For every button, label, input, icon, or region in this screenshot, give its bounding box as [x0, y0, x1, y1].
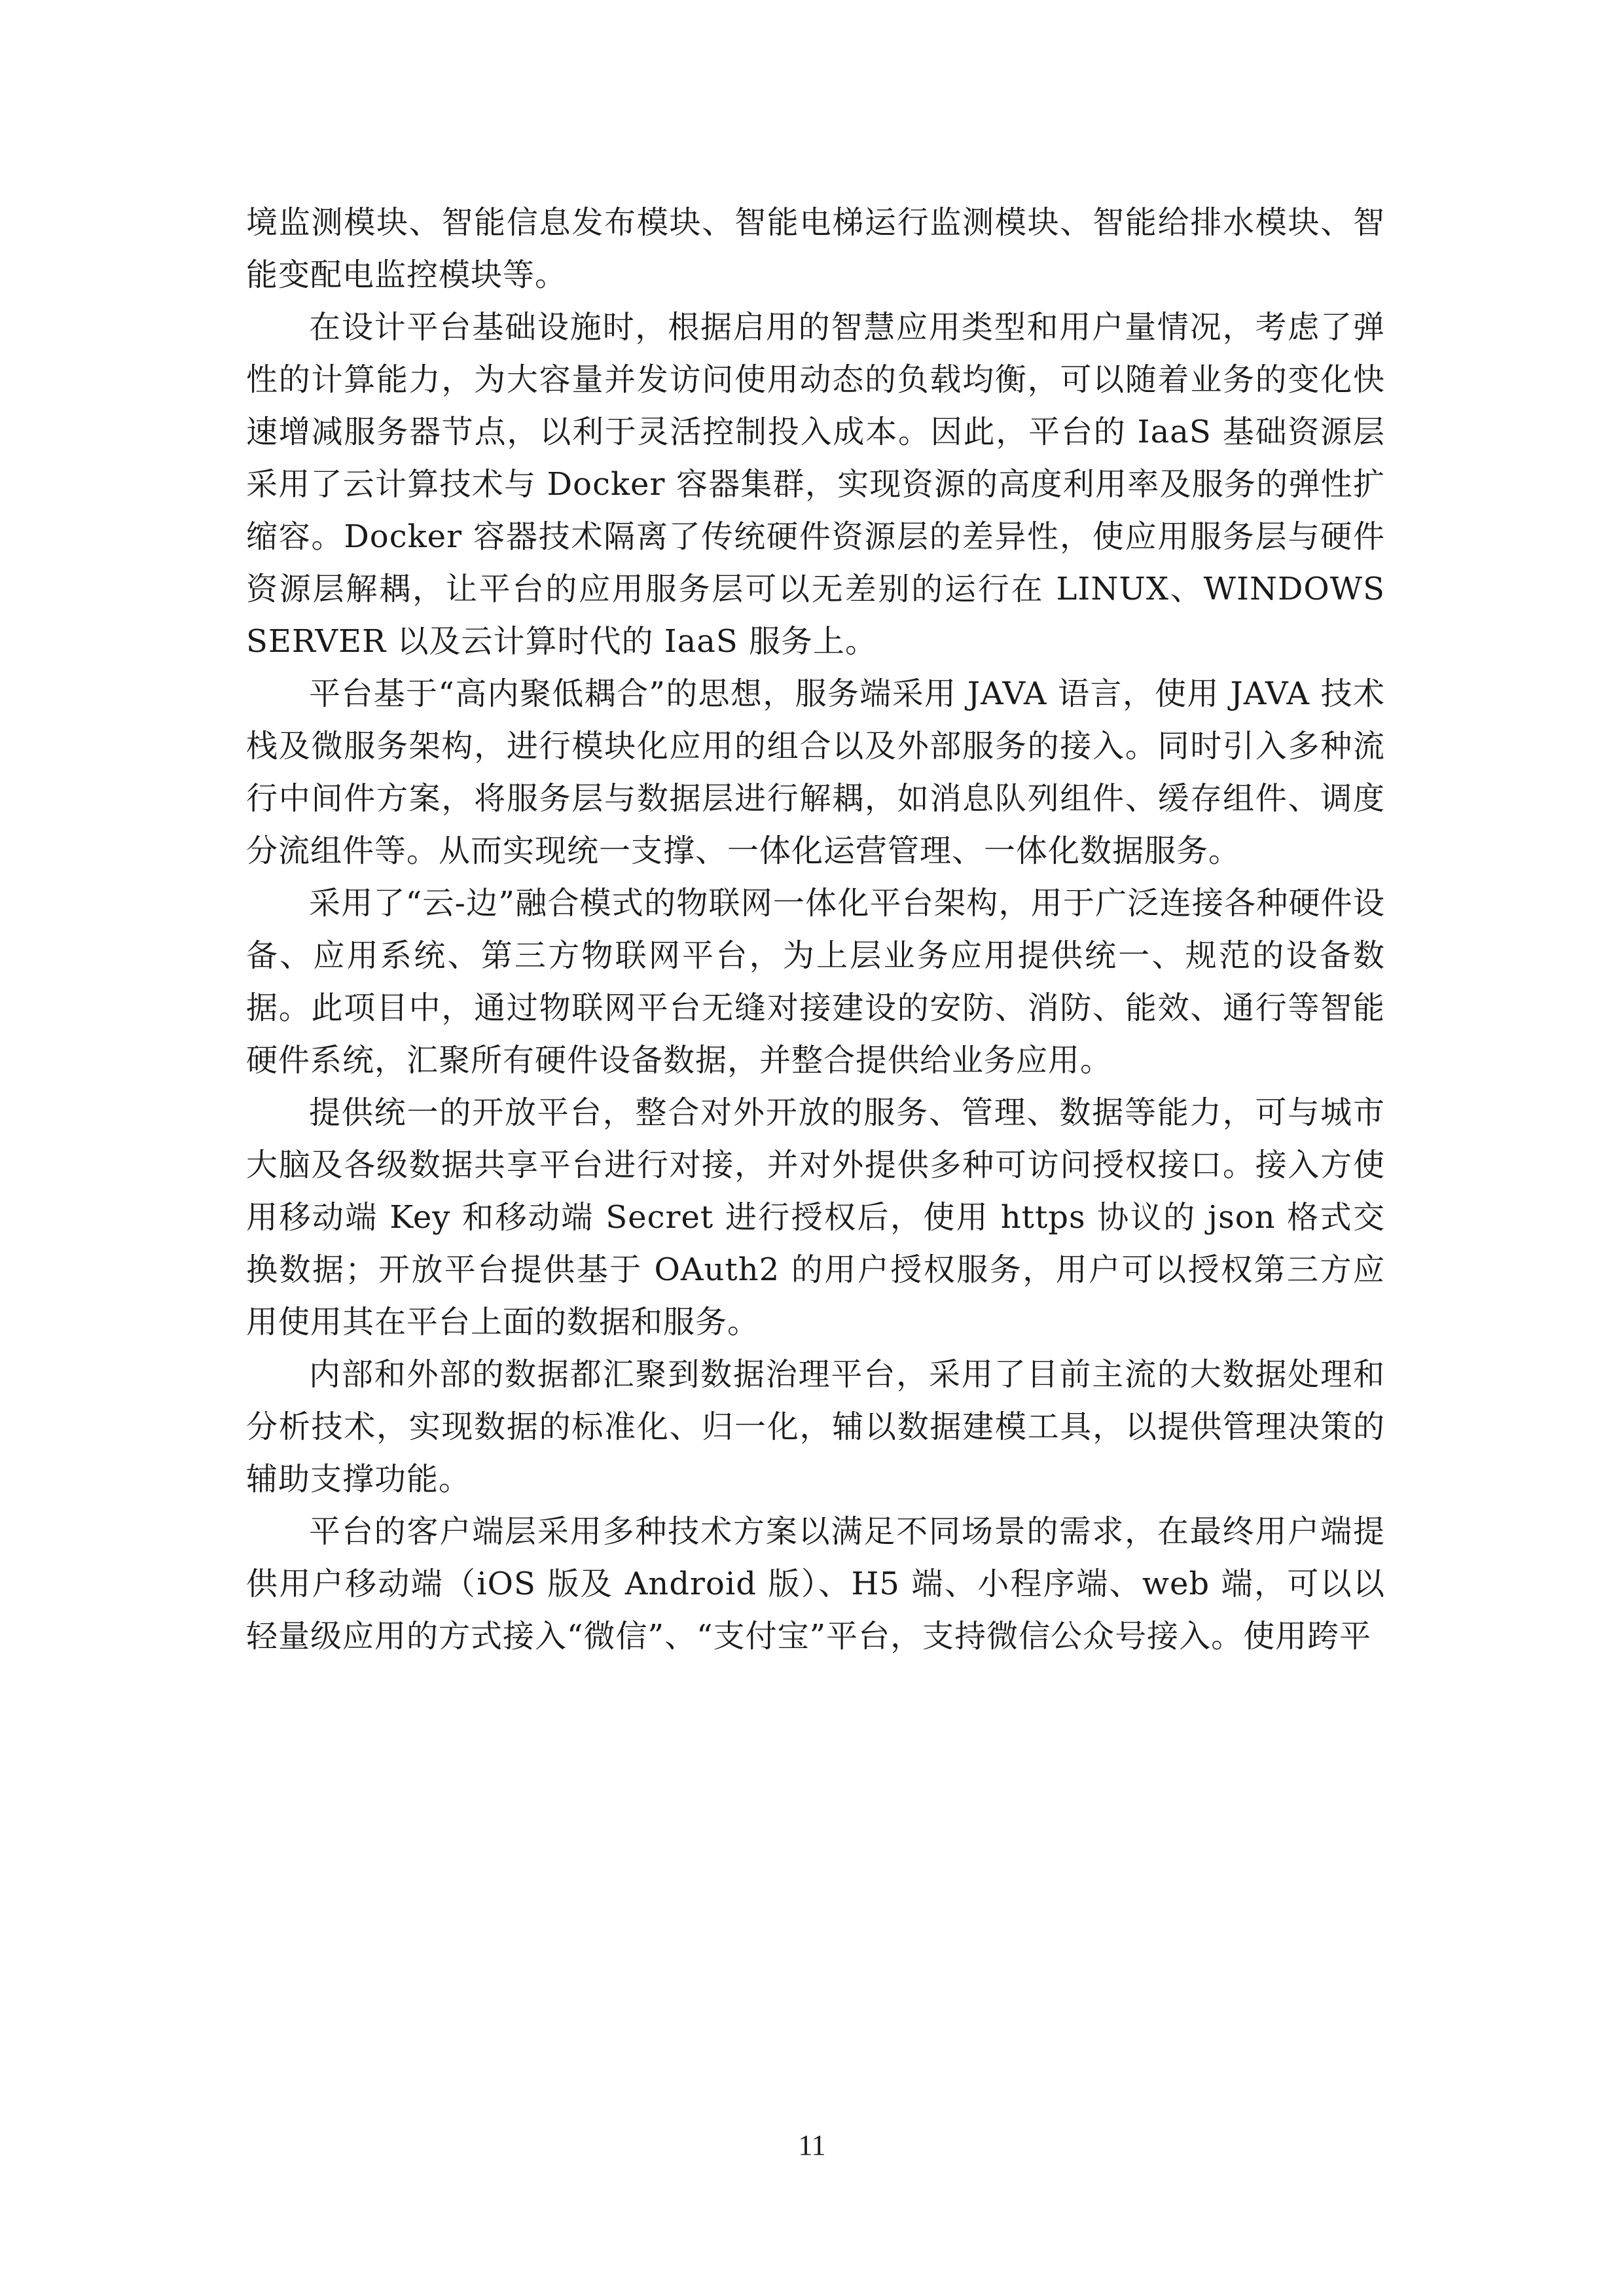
body-text — [246, 196, 1385, 1662]
paragraph-3: 平台基于“高内聚低耦合”的思想，服务端采用 JAVA 语言，使用 JAVA 技术栈及微服务架构，进行模块化应用的组合以及外部服务的接入。同时引入多种流行中间件方案，将服务层与数据层进行解耦，如消息队列组件、缓存组件、调度分流组件等。从而实现统一支撑、一体化运营管理、一体化数据服务。 — [246, 675, 1385, 869]
paragraph-6: 内部和外部的数据都汇聚到数据治理平台，采用了目前主流的大数据处理和分析技术，实现数据的标准化、归一化，辅以数据建模工具，以提供管理决策的辅助支撑功能。 — [246, 1356, 1385, 1498]
page-number: 11 — [798, 2129, 826, 2161]
paragraph-7: 平台的客户端层采用多种技术方案以满足不同场景的需求，在最终用户端提供用户移动端（iOS 版及 Android 版）、H5 端、小程序端、web 端，可以以轻量级应用的方式接入“微信”、“支付宝”平台，支持微信公众号接入。使用跨平 — [246, 1513, 1385, 1655]
paragraph-5: 提供统一的开放平台，整合对外开放的服务、管理、数据等能力，可与城市大脑及各级数据共享平台进行对接，并对外提供多种可访问授权接口。接入方使用移动端 Key 和移动端 Secret 进行授权后，使用 https 协议的 json 格式交换数据；开放平台提供基于 OAuth2 的用户授权服务，用户可以授权第三方应用使用其在平台上面的数据和服务。 — [246, 1094, 1385, 1340]
paragraph-4: 采用了“云-边”融合模式的物联网一体化平台架构，用于广泛连接各种硬件设备、应用系统、第三方物联网平台，为上层业务应用提供统一、规范的设备数据。此项目中，通过物联网平台无缝对接建设的安防、消防、能效、通行等智能硬件系统，汇聚所有硬件设备数据，并整合提供给业务应用。 — [246, 885, 1385, 1079]
paragraph-2: 在设计平台基础设施时，根据启用的智慧应用类型和用户量情况，考虑了弹性的计算能力，为大容量并发访问使用动态的负载均衡，可以随着业务的变化快速增减服务器节点，以利于灵活控制投入成本。因此，平台的 IaaS 基础资源层采用了云计算技术与 Docker 容器集群，实现资源的高度利用率及服务的弹性扩缩容。Docker 容器技术隔离了传统硬件资源层的差异性，使应用服务层与硬件资源层解耦，让平台的应用服务层可以无差别的运行在 LINUX、WINDOWS SERVER 以及云计算时代的 IaaS 服务上。 — [246, 309, 1385, 660]
paragraph-1: 境监测模块、智能信息发布模块、智能电梯运行监测模块、智能给排水模块、智能变配电监控模块等。 — [246, 204, 1385, 293]
